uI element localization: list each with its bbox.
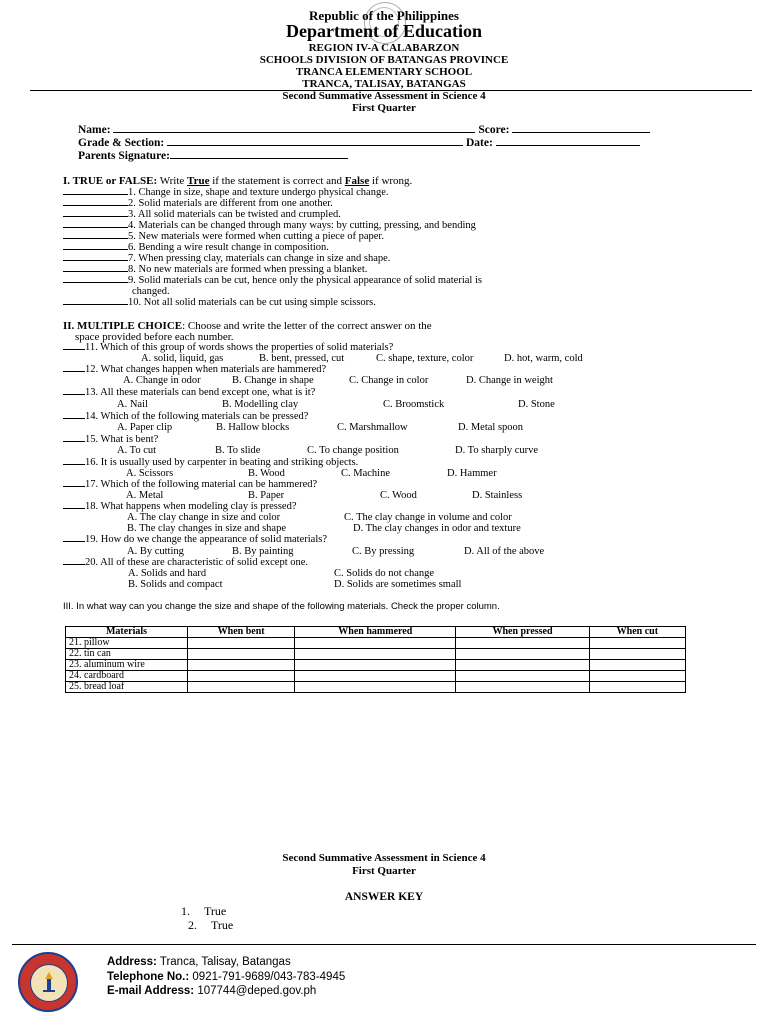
column-header: When pressed [456,627,589,638]
school-logo-icon [18,952,78,1012]
check-cell[interactable] [188,660,295,671]
part1-inst-b: if the statement is correct and [209,175,345,187]
choice: A. To cut [117,445,157,456]
choice: C. Broomstick [383,399,445,410]
email-label: E-mail Address: [107,985,195,997]
footer-telephone [107,971,345,983]
materials-table [65,626,686,693]
answer-blank[interactable] [63,282,128,283]
parents-row [78,150,348,162]
material-cell: 22. tin can [66,649,188,660]
question-text: 14. Which of the following materials can be pressed? [85,411,309,422]
column-header: When hammered [295,627,456,638]
choice: A. The clay change in size and color [127,512,281,523]
material-cell: 24. cardboard [66,671,188,682]
choice: A. By cutting [127,546,184,557]
question-text: 20. All of these are characteristic of solid except one. [85,557,309,568]
material-cell: 25. bread loaf [66,682,188,693]
choice: C. To change position [307,445,399,456]
answer-blank[interactable] [63,260,128,261]
answer-blank[interactable] [63,486,85,487]
mc-question-14 [63,411,308,422]
title-line2: First Quarter [352,102,416,114]
table-row [66,638,686,649]
date-field[interactable] [496,145,640,146]
check-cell[interactable] [188,649,295,660]
table-row [66,682,686,693]
choice: C. Machine [341,468,390,479]
choice: B. Paper [248,490,285,501]
tf-text: 1. Change in size, shape and texture undergo physical change. [128,187,389,198]
part3-heading: III. In what way can you change the size and shape of the following materials. Check the proper column. [63,601,500,612]
tf-text: 9. Solid materials can be cut, hence only the physical appearance of solid material is [128,275,482,286]
material-cell: 23. aluminum wire [66,660,188,671]
tf-item-7 [63,253,390,264]
mc-question-11 [63,342,393,353]
tf-item-2 [63,198,333,209]
part1-true-word: True [187,175,210,187]
name-label: Name: [78,124,111,136]
answer-blank[interactable] [63,464,85,465]
material-cell: 21. pillow [66,638,188,649]
answer-number: 2. [188,918,197,932]
check-cell[interactable] [456,638,589,649]
tf-item-9-cont: changed. [132,286,170,297]
choice: D. Stainless [472,490,523,501]
tf-item-10 [63,297,376,308]
choice: B. Solids and compact [128,579,223,590]
choice: D. All of the above [464,546,545,557]
choice: B. Hallow blocks [216,422,290,433]
address-label: Address: [107,956,157,968]
tf-text: 4. Materials can be changed through many ways: by cutting, pressing, and bending [128,220,476,231]
choice: C. By pressing [352,546,415,557]
column-header: Materials [66,627,188,638]
email-value: 107744@deped.gov.ph [197,985,317,997]
answer-value: True [211,918,234,932]
mc-question-17 [63,479,317,490]
answer-key-item-1 [181,904,226,919]
header-republic: Republic of the Philippines [309,8,459,23]
score-field[interactable] [512,132,650,133]
question-text: 15. What is bent? [85,434,159,445]
check-cell[interactable] [456,682,589,693]
check-cell[interactable] [456,660,589,671]
tf-text: 7. When pressing clay, materials can change in size and shape. [128,253,391,264]
choice: A. Change in odor [123,375,201,386]
check-cell[interactable] [295,638,456,649]
table-row [66,671,686,682]
check-cell[interactable] [188,682,295,693]
choice: C. Change in color [349,375,429,386]
check-cell[interactable] [295,649,456,660]
choice: C. Wood [380,490,417,501]
tf-item-5 [63,231,384,242]
footer-divider [12,944,756,945]
header-division: SCHOOLS DIVISION OF BATANGAS PROVINCE [259,54,509,66]
table-row [66,649,686,660]
part2-inst: : Choose and write the letter of the correct answer on the [182,320,432,332]
part1-heading [63,175,412,187]
mc-question-15 [63,434,158,445]
choice: D. Hammer [447,468,497,479]
answer-blank[interactable] [63,371,85,372]
title-line1: Second Summative Assessment in Science 4 [282,90,486,102]
tf-text: 10. Not all solid materials can be cut using simple scissors. [128,297,376,308]
check-cell[interactable] [295,671,456,682]
tf-text: 3. All solid materials can be twisted and crumpled. [128,209,341,220]
mc-question-18 [63,501,297,512]
header-department: Department of Education [286,21,482,41]
part1-false-word: False [344,175,370,187]
answer-blank[interactable] [63,418,85,419]
choice: D. The clay changes in odor and texture [353,523,521,534]
mc-question-13 [63,387,315,398]
choice: B. By painting [232,546,294,557]
answer-blank[interactable] [63,508,85,509]
choice: C. Marshmallow [337,422,408,433]
tf-item-1 [63,187,388,198]
answer-blank[interactable] [63,394,85,395]
name-row [78,124,650,136]
answer-blank[interactable] [63,227,128,228]
check-cell[interactable] [188,671,295,682]
choice: D. Stone [518,399,555,410]
name-field[interactable] [113,132,475,133]
check-cell[interactable] [295,682,456,693]
check-cell[interactable] [589,660,685,671]
footer-address [107,956,291,968]
choice: B. To slide [215,445,261,456]
choice: A. Scissors [126,468,174,479]
check-cell[interactable] [589,682,685,693]
question-text: 18. What happens when modeling clay is pressed? [85,501,297,512]
column-header: When bent [188,627,295,638]
answer-blank[interactable] [63,441,85,442]
answer-blank[interactable] [63,249,128,250]
grade-row [78,137,640,149]
check-cell[interactable] [456,671,589,682]
tf-text: 5. New materials were formed when cutting a piece of paper. [128,231,384,242]
header-region: REGION IV-A CALABARZON [308,42,460,54]
part1-inst-a: Write [157,175,188,187]
parents-field[interactable] [170,158,348,159]
mc-question-12 [63,364,326,375]
choice: D. hot, warm, cold [504,353,583,364]
answer-key-item-2 [188,918,233,933]
question-text: 19. How do we change the appearance of solid materials? [85,534,327,545]
answer-blank[interactable] [63,271,128,272]
choice: D. To sharply curve [455,445,539,456]
choice: C. Solids do not change [334,568,435,579]
column-header: When cut [589,627,685,638]
choice: B. Change in shape [232,375,314,386]
answer-key-title1: Second Summative Assessment in Science 4 [282,852,486,864]
choice: D. Metal spoon [458,422,524,433]
tf-item-9 [63,275,482,286]
answer-number: 1. [181,904,190,918]
check-cell[interactable] [188,638,295,649]
choice: C. shape, texture, color [376,353,474,364]
mc-question-20 [63,557,308,568]
choice: A. solid, liquid, gas [141,353,224,364]
part1-inst-c: if wrong. [369,175,413,187]
telephone-label: Telephone No.: [107,971,190,983]
check-cell[interactable] [295,660,456,671]
answer-blank[interactable] [63,194,128,195]
choice: B. bent, pressed, cut [259,353,345,364]
answer-key-title2: First Quarter [352,865,416,877]
grade-label: Grade & Section: [78,137,165,149]
choice: A. Paper clip [117,422,173,433]
tf-item-3 [63,209,341,220]
answer-blank[interactable] [63,304,128,305]
table-header-row [66,627,686,638]
grade-field[interactable] [167,145,463,146]
question-text: 11. Which of this group of words shows the properties of solid materials? [85,342,394,353]
footer-email [107,985,316,997]
date-label: Date: [465,137,493,149]
choice: D. Solids are sometimes small [334,579,462,590]
answer-key-heading: ANSWER KEY [344,891,424,903]
tf-text: 6. Bending a wire result change in composition. [128,242,329,253]
answer-blank[interactable] [63,541,85,542]
mc-question-19 [63,534,327,545]
answer-blank[interactable] [63,238,128,239]
part1-title: I. TRUE or FALSE: [63,175,158,187]
choice: B. Wood [248,468,285,479]
choice: C. The clay change in volume and color [344,512,512,523]
choice: D. Change in weight [466,375,553,386]
address-value: Tranca, Talisay, Batangas [159,956,291,968]
parents-label: Parents Signature: [78,150,170,162]
torch-icon [39,971,59,993]
check-cell[interactable] [589,649,685,660]
tf-text: 2. Solid materials are different from one another. [128,198,333,209]
header-school: TRANCA ELEMENTARY SCHOOL [295,66,473,78]
telephone-value: 0921-791-9689/043-783-4945 [192,971,346,983]
table-row [66,660,686,671]
answer-blank[interactable] [63,205,128,206]
answer-blank[interactable] [63,349,85,350]
answer-blank[interactable] [63,564,85,565]
tf-text: 8. No new materials are formed when pressing a blanket. [128,264,368,275]
mc-question-16 [63,457,358,468]
check-cell[interactable] [589,638,685,649]
header-address: TRANCA, TALISAY, BATANGAS [302,78,466,90]
score-label: Score: [478,124,510,136]
check-cell[interactable] [589,671,685,682]
answer-value: True [204,904,227,918]
question-text: 16. It is usually used by carpenter in beating and striking objects. [85,457,359,468]
choice: A. Solids and hard [128,568,207,579]
part2-title: II. MULTIPLE CHOICE [63,320,183,332]
tf-item-6 [63,242,329,253]
question-text: 13. All these materials can bend except one, what is it? [85,387,316,398]
tf-item-8 [63,264,367,275]
part2-heading-cont: space provided before each number. [75,331,234,343]
choice: B. Modelling clay [222,399,299,410]
check-cell[interactable] [456,649,589,660]
question-text: 12. What changes happen when materials are hammered? [85,364,327,375]
choice: A. Metal [126,490,164,501]
tf-item-4 [63,220,476,231]
choice: B. The clay changes in size and shape [127,523,287,534]
choice: A. Nail [117,399,148,410]
answer-blank[interactable] [63,216,128,217]
question-text: 17. Which of the following material can be hammered? [85,479,318,490]
